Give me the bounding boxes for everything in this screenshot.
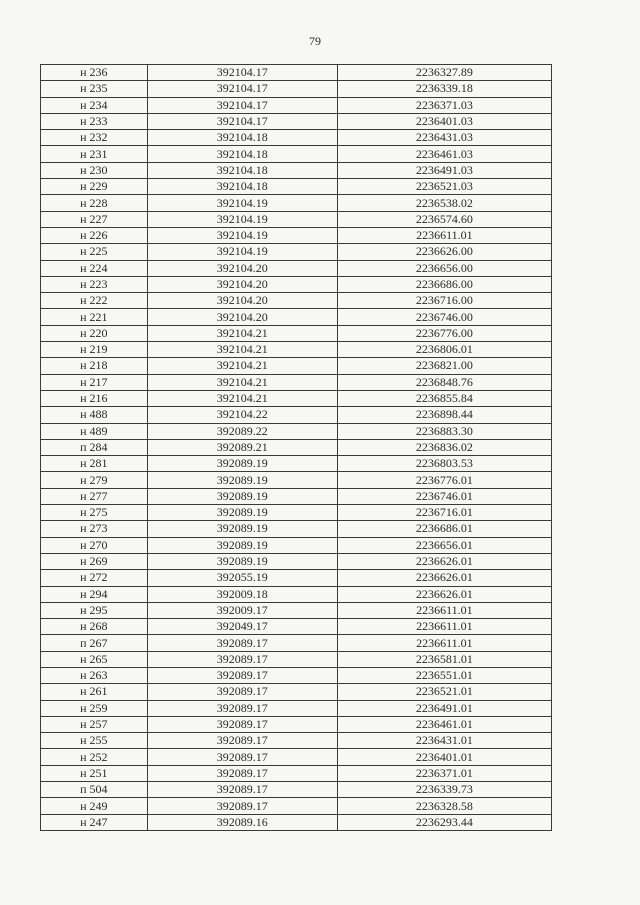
- table-row: [41, 195, 552, 211]
- x-coordinate-cell: 392104.18: [147, 146, 337, 162]
- table-row: [41, 293, 552, 309]
- table-row: [41, 684, 552, 700]
- y-coordinate-cell: 2236746.01: [337, 488, 551, 504]
- point-label-cell: н 228: [41, 195, 148, 211]
- y-coordinate-cell: 2236716.00: [337, 293, 551, 309]
- y-coordinate-cell: 2236339.73: [337, 782, 551, 798]
- x-coordinate-cell: 392089.19: [147, 521, 337, 537]
- point-label-cell: н 279: [41, 472, 148, 488]
- y-coordinate-cell: 2236339.18: [337, 81, 551, 97]
- point-label-cell: н 224: [41, 260, 148, 276]
- point-label-cell: н 217: [41, 374, 148, 390]
- y-coordinate-cell: 2236803.53: [337, 456, 551, 472]
- table-row: [41, 602, 552, 618]
- table-row: [41, 358, 552, 374]
- point-label-cell: н 223: [41, 276, 148, 292]
- table-row: [41, 260, 552, 276]
- point-label-cell: п 504: [41, 782, 148, 798]
- y-coordinate-cell: 2236836.02: [337, 439, 551, 455]
- table-row: [41, 733, 552, 749]
- point-label-cell: н 221: [41, 309, 148, 325]
- point-label-cell: н 230: [41, 162, 148, 178]
- point-label-cell: н 220: [41, 325, 148, 341]
- table-row: [41, 374, 552, 390]
- point-label-cell: н 263: [41, 667, 148, 683]
- point-label-cell: н 252: [41, 749, 148, 765]
- point-label-cell: н 272: [41, 570, 148, 586]
- table-row: [41, 342, 552, 358]
- point-label-cell: н 232: [41, 130, 148, 146]
- x-coordinate-cell: 392089.19: [147, 456, 337, 472]
- x-coordinate-cell: 392089.19: [147, 472, 337, 488]
- table-row: [41, 537, 552, 553]
- table-row: [41, 97, 552, 113]
- x-coordinate-cell: 392104.19: [147, 244, 337, 260]
- table-row: [41, 439, 552, 455]
- point-label-cell: н 249: [41, 798, 148, 814]
- y-coordinate-cell: 2236461.01: [337, 716, 551, 732]
- table-row: [41, 619, 552, 635]
- x-coordinate-cell: 392089.19: [147, 488, 337, 504]
- x-coordinate-cell: 392104.20: [147, 260, 337, 276]
- point-label-cell: н 295: [41, 602, 148, 618]
- x-coordinate-cell: 392089.19: [147, 553, 337, 569]
- table-row: [41, 179, 552, 195]
- y-coordinate-cell: 2236611.01: [337, 602, 551, 618]
- point-label-cell: н 261: [41, 684, 148, 700]
- x-coordinate-cell: 392089.22: [147, 423, 337, 439]
- x-coordinate-cell: 392089.17: [147, 700, 337, 716]
- point-label-cell: н 235: [41, 81, 148, 97]
- y-coordinate-cell: 2236821.00: [337, 358, 551, 374]
- x-coordinate-cell: 392104.18: [147, 179, 337, 195]
- y-coordinate-cell: 2236656.01: [337, 537, 551, 553]
- point-label-cell: н 216: [41, 390, 148, 406]
- point-label-cell: н 229: [41, 179, 148, 195]
- point-label-cell: н 281: [41, 456, 148, 472]
- table-row: [41, 65, 552, 81]
- y-coordinate-cell: 2236716.01: [337, 505, 551, 521]
- y-coordinate-cell: 2236328.58: [337, 798, 551, 814]
- point-label-cell: н 231: [41, 146, 148, 162]
- table-row: [41, 635, 552, 651]
- table-row: [41, 227, 552, 243]
- point-label-cell: н 277: [41, 488, 148, 504]
- point-label-cell: н 275: [41, 505, 148, 521]
- y-coordinate-cell: 2236401.03: [337, 113, 551, 129]
- table-row: [41, 423, 552, 439]
- y-coordinate-cell: 2236521.03: [337, 179, 551, 195]
- point-label-cell: н 257: [41, 716, 148, 732]
- x-coordinate-cell: 392089.17: [147, 749, 337, 765]
- point-label-cell: н 268: [41, 619, 148, 635]
- x-coordinate-cell: 392104.19: [147, 227, 337, 243]
- y-coordinate-cell: 2236538.02: [337, 195, 551, 211]
- coordinates-table-body: [41, 65, 552, 831]
- x-coordinate-cell: 392049.17: [147, 619, 337, 635]
- y-coordinate-cell: 2236611.01: [337, 635, 551, 651]
- y-coordinate-cell: 2236491.01: [337, 700, 551, 716]
- table-row: [41, 244, 552, 260]
- table-row: [41, 162, 552, 178]
- point-label-cell: н 227: [41, 211, 148, 227]
- y-coordinate-cell: 2236401.01: [337, 749, 551, 765]
- table-row: [41, 586, 552, 602]
- table-row: [41, 651, 552, 667]
- y-coordinate-cell: 2236656.00: [337, 260, 551, 276]
- x-coordinate-cell: 392104.21: [147, 374, 337, 390]
- point-label-cell: н 488: [41, 407, 148, 423]
- x-coordinate-cell: 392089.17: [147, 798, 337, 814]
- y-coordinate-cell: 2236431.03: [337, 130, 551, 146]
- page-number: 79: [309, 34, 321, 48]
- x-coordinate-cell: 392104.17: [147, 97, 337, 113]
- x-coordinate-cell: 392089.17: [147, 782, 337, 798]
- y-coordinate-cell: 2236327.89: [337, 65, 551, 81]
- y-coordinate-cell: 2236686.00: [337, 276, 551, 292]
- x-coordinate-cell: 392089.19: [147, 537, 337, 553]
- x-coordinate-cell: 392104.17: [147, 81, 337, 97]
- point-label-cell: н 247: [41, 814, 148, 830]
- point-label-cell: н 273: [41, 521, 148, 537]
- table-row: [41, 113, 552, 129]
- y-coordinate-cell: 2236371.03: [337, 97, 551, 113]
- table-row: [41, 211, 552, 227]
- y-coordinate-cell: 2236776.01: [337, 472, 551, 488]
- table-row: [41, 521, 552, 537]
- table-row: [41, 456, 552, 472]
- x-coordinate-cell: 392089.21: [147, 439, 337, 455]
- y-coordinate-cell: 2236574.60: [337, 211, 551, 227]
- point-label-cell: н 265: [41, 651, 148, 667]
- y-coordinate-cell: 2236431.01: [337, 733, 551, 749]
- y-coordinate-cell: 2236848.76: [337, 374, 551, 390]
- x-coordinate-cell: 392089.17: [147, 651, 337, 667]
- point-label-cell: н 255: [41, 733, 148, 749]
- x-coordinate-cell: 392089.17: [147, 684, 337, 700]
- table-row: [41, 130, 552, 146]
- point-label-cell: н 294: [41, 586, 148, 602]
- x-coordinate-cell: 392104.21: [147, 390, 337, 406]
- x-coordinate-cell: 392089.17: [147, 635, 337, 651]
- y-coordinate-cell: 2236855.84: [337, 390, 551, 406]
- point-label-cell: н 251: [41, 765, 148, 781]
- point-label-cell: н 259: [41, 700, 148, 716]
- table-row: [41, 407, 552, 423]
- point-label-cell: н 269: [41, 553, 148, 569]
- x-coordinate-cell: 392104.19: [147, 195, 337, 211]
- x-coordinate-cell: 392089.19: [147, 505, 337, 521]
- point-label-cell: н 225: [41, 244, 148, 260]
- y-coordinate-cell: 2236626.01: [337, 553, 551, 569]
- table-row: [41, 146, 552, 162]
- y-coordinate-cell: 2236461.03: [337, 146, 551, 162]
- y-coordinate-cell: 2236371.01: [337, 765, 551, 781]
- table-row: [41, 700, 552, 716]
- table-row: [41, 716, 552, 732]
- point-label-cell: н 236: [41, 65, 148, 81]
- x-coordinate-cell: 392009.17: [147, 602, 337, 618]
- table-row: [41, 309, 552, 325]
- y-coordinate-cell: 2236491.03: [337, 162, 551, 178]
- y-coordinate-cell: 2236293.44: [337, 814, 551, 830]
- x-coordinate-cell: 392104.18: [147, 162, 337, 178]
- x-coordinate-cell: 392104.17: [147, 113, 337, 129]
- table-row: [41, 814, 552, 830]
- table-row: [41, 570, 552, 586]
- x-coordinate-cell: 392104.17: [147, 65, 337, 81]
- point-label-cell: н 234: [41, 97, 148, 113]
- table-row: [41, 472, 552, 488]
- x-coordinate-cell: 392104.20: [147, 309, 337, 325]
- y-coordinate-cell: 2236626.00: [337, 244, 551, 260]
- y-coordinate-cell: 2236581.01: [337, 651, 551, 667]
- table-row: [41, 276, 552, 292]
- table-row: [41, 667, 552, 683]
- x-coordinate-cell: 392055.19: [147, 570, 337, 586]
- x-coordinate-cell: 392104.18: [147, 130, 337, 146]
- point-label-cell: п 284: [41, 439, 148, 455]
- table-row: [41, 81, 552, 97]
- x-coordinate-cell: 392104.20: [147, 276, 337, 292]
- point-label-cell: н 218: [41, 358, 148, 374]
- table-row: [41, 749, 552, 765]
- y-coordinate-cell: 2236521.01: [337, 684, 551, 700]
- point-label-cell: н 270: [41, 537, 148, 553]
- point-label-cell: н 219: [41, 342, 148, 358]
- table-row: [41, 553, 552, 569]
- table-row: [41, 782, 552, 798]
- x-coordinate-cell: 392089.17: [147, 765, 337, 781]
- x-coordinate-cell: 392089.16: [147, 814, 337, 830]
- x-coordinate-cell: 392089.17: [147, 667, 337, 683]
- y-coordinate-cell: 2236776.00: [337, 325, 551, 341]
- table-row: [41, 325, 552, 341]
- coordinates-table: [40, 64, 552, 831]
- table-row: [41, 798, 552, 814]
- point-label-cell: п 267: [41, 635, 148, 651]
- y-coordinate-cell: 2236806.01: [337, 342, 551, 358]
- x-coordinate-cell: 392104.21: [147, 342, 337, 358]
- x-coordinate-cell: 392104.20: [147, 293, 337, 309]
- y-coordinate-cell: 2236883.30: [337, 423, 551, 439]
- table-row: [41, 765, 552, 781]
- y-coordinate-cell: 2236611.01: [337, 619, 551, 635]
- table-row: [41, 390, 552, 406]
- x-coordinate-cell: 392104.22: [147, 407, 337, 423]
- x-coordinate-cell: 392009.18: [147, 586, 337, 602]
- x-coordinate-cell: 392104.21: [147, 325, 337, 341]
- x-coordinate-cell: 392104.19: [147, 211, 337, 227]
- x-coordinate-cell: 392104.21: [147, 358, 337, 374]
- x-coordinate-cell: 392089.17: [147, 733, 337, 749]
- table-row: [41, 488, 552, 504]
- y-coordinate-cell: 2236626.01: [337, 586, 551, 602]
- x-coordinate-cell: 392089.17: [147, 716, 337, 732]
- y-coordinate-cell: 2236686.01: [337, 521, 551, 537]
- point-label-cell: н 226: [41, 227, 148, 243]
- table-row: [41, 505, 552, 521]
- y-coordinate-cell: 2236611.01: [337, 227, 551, 243]
- point-label-cell: н 489: [41, 423, 148, 439]
- y-coordinate-cell: 2236898.44: [337, 407, 551, 423]
- point-label-cell: н 222: [41, 293, 148, 309]
- y-coordinate-cell: 2236626.01: [337, 570, 551, 586]
- y-coordinate-cell: 2236551.01: [337, 667, 551, 683]
- point-label-cell: н 233: [41, 113, 148, 129]
- y-coordinate-cell: 2236746.00: [337, 309, 551, 325]
